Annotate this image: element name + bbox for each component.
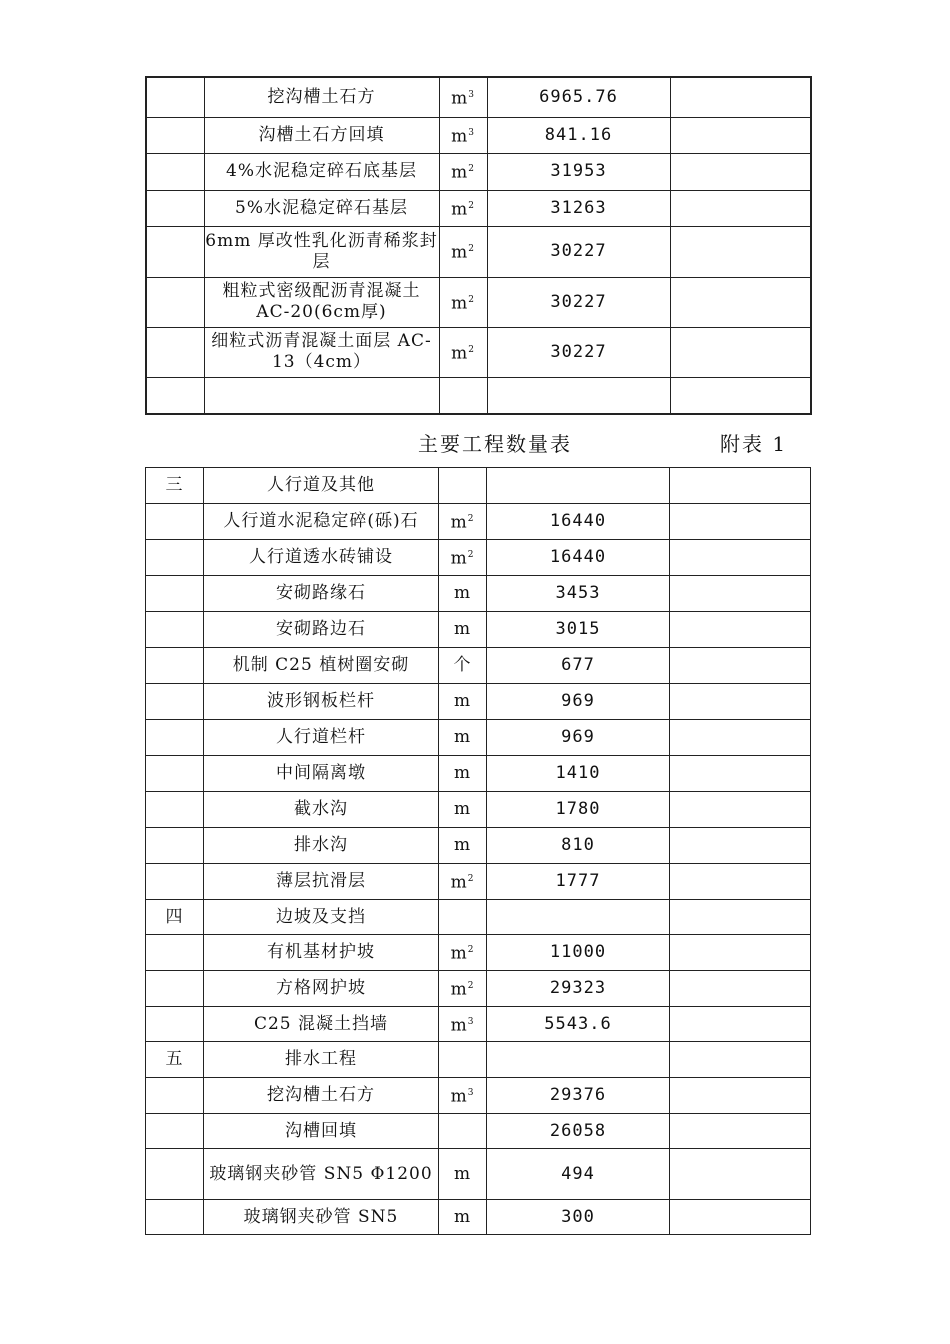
- remark-cell: [670, 1200, 811, 1235]
- remark-cell: [670, 226, 811, 277]
- unit-exponent: 2: [468, 294, 475, 305]
- quantity-table-continued: [145, 76, 812, 415]
- section-index-cell: [146, 327, 204, 377]
- unit-text: m: [451, 126, 469, 147]
- unit-cell: [439, 327, 487, 377]
- unit-text: m: [450, 943, 468, 964]
- remark-cell: [670, 468, 811, 504]
- unit-text: m: [453, 1206, 472, 1227]
- remark-cell: [670, 792, 811, 828]
- remark-cell: [670, 756, 811, 792]
- remark-cell: [670, 828, 811, 864]
- quantity-cell: 1777: [487, 864, 670, 900]
- table-row: [146, 648, 811, 684]
- unit-exponent: 2: [467, 550, 475, 561]
- table-row: [146, 190, 811, 226]
- section-index-cell: [146, 1078, 204, 1114]
- section-index-cell: [146, 1200, 204, 1235]
- section-index-cell: 三: [146, 468, 204, 504]
- table-row: [146, 1007, 811, 1042]
- quantity-cell: 841.16: [487, 117, 670, 153]
- remark-cell: [670, 117, 811, 153]
- unit-cell: [439, 612, 487, 648]
- table-row: [146, 77, 811, 117]
- unit-cell: [439, 684, 487, 720]
- section-index-cell: [146, 792, 204, 828]
- table-row: [146, 576, 811, 612]
- section-index-cell: [146, 720, 204, 756]
- table-row: [146, 720, 811, 756]
- unit-exponent: 3: [467, 1088, 475, 1099]
- unit-text: m: [450, 979, 468, 1000]
- unit-text: m: [451, 343, 469, 364]
- unit-cell: [439, 828, 487, 864]
- quantity-cell: 810: [487, 828, 670, 864]
- unit-cell: [439, 1200, 487, 1235]
- table-row: [146, 828, 811, 864]
- remark-cell: [670, 327, 811, 377]
- unit-exponent: 2: [468, 244, 475, 255]
- item-name-cell: 人行道栏杆: [204, 720, 439, 756]
- table-row: [146, 540, 811, 576]
- quantity-cell: 26058: [487, 1114, 670, 1149]
- unit-cell: [439, 226, 487, 277]
- item-name-cell: 5%水泥稳定碎石基层: [204, 190, 439, 226]
- item-name-cell: 中间隔离墩: [204, 756, 439, 792]
- table-row: [146, 117, 811, 153]
- section-index-cell: [146, 377, 204, 414]
- table2-body: [146, 468, 811, 1235]
- table-row: [146, 153, 811, 190]
- table-row: [146, 277, 811, 327]
- appendix-label: 附表 1: [720, 432, 788, 456]
- section-index-cell: [146, 648, 204, 684]
- section-index-cell: [146, 971, 204, 1007]
- table-row: [146, 1200, 811, 1235]
- item-name-cell: 排水沟: [204, 828, 439, 864]
- remark-cell: [670, 576, 811, 612]
- unit-text: m: [453, 691, 472, 711]
- unit-text: m: [450, 1015, 468, 1036]
- section-index-cell: [146, 576, 204, 612]
- section-index-cell: [146, 540, 204, 576]
- unit-exponent: 2: [467, 874, 475, 885]
- item-name-cell: 薄层抗滑层: [204, 864, 439, 900]
- quantity-cell: 6965.76: [487, 77, 670, 117]
- remark-cell: [670, 612, 811, 648]
- section-index-cell: [146, 504, 204, 540]
- unit-cell: [439, 756, 487, 792]
- item-name-cell: 沟槽回填: [204, 1114, 439, 1149]
- unit-cell: [439, 1149, 487, 1200]
- section-index-cell: [146, 153, 204, 190]
- unit-cell: [439, 1042, 487, 1078]
- quantity-cell: 1410: [487, 756, 670, 792]
- quantity-cell: 3015: [487, 612, 670, 648]
- quantity-cell: 31953: [487, 153, 670, 190]
- item-name-cell: 人行道及其他: [204, 468, 439, 504]
- quantity-table: [145, 467, 811, 1235]
- unit-text: m: [453, 763, 472, 783]
- unit-text: m: [451, 162, 469, 183]
- table-row: [146, 935, 811, 971]
- unit-cell: [439, 1114, 487, 1149]
- unit-cell: [439, 504, 487, 540]
- item-name-cell: 截水沟: [204, 792, 439, 828]
- quantity-cell: [487, 468, 670, 504]
- item-name-cell: 挖沟槽土石方: [204, 77, 439, 117]
- table-row: [146, 971, 811, 1007]
- remark-cell: [670, 153, 811, 190]
- quantity-cell: 494: [487, 1149, 670, 1200]
- item-name-cell: 安砌路缘石: [204, 576, 439, 612]
- section-index-cell: [146, 1149, 204, 1200]
- table-row: [146, 612, 811, 648]
- quantity-cell: [487, 377, 670, 414]
- section-index-cell: [146, 190, 204, 226]
- quantity-cell: 969: [487, 684, 670, 720]
- unit-cell: [439, 153, 487, 190]
- remark-cell: [670, 864, 811, 900]
- unit-cell: [439, 77, 487, 117]
- remark-cell: [670, 1114, 811, 1149]
- table-row: [146, 1114, 811, 1149]
- table-row: [146, 792, 811, 828]
- quantity-cell: [487, 900, 670, 935]
- remark-cell: [670, 277, 811, 327]
- section-index-cell: 四: [146, 900, 204, 935]
- unit-cell: [439, 1078, 487, 1114]
- item-name-cell: 4%水泥稳定碎石底基层: [204, 153, 439, 190]
- unit-exponent: 2: [467, 514, 475, 525]
- remark-cell: [670, 540, 811, 576]
- table-row: [146, 327, 811, 377]
- quantity-cell: 677: [487, 648, 670, 684]
- quantity-cell: 30227: [487, 277, 670, 327]
- item-name-cell: C25 混凝土挡墙: [204, 1007, 439, 1042]
- quantity-cell: 1780: [487, 792, 670, 828]
- section-index-cell: [146, 1007, 204, 1042]
- item-name-cell: 挖沟槽土石方: [204, 1078, 439, 1114]
- remark-cell: [670, 935, 811, 971]
- remark-cell: [670, 190, 811, 226]
- unit-cell: [439, 971, 487, 1007]
- unit-text: m: [450, 548, 468, 569]
- table-row: [146, 1149, 811, 1200]
- unit-cell: [439, 540, 487, 576]
- unit-exponent: 3: [467, 1016, 475, 1027]
- unit-exponent: 2: [468, 200, 475, 211]
- unit-text: m: [450, 872, 468, 893]
- unit-exponent: 2: [468, 164, 475, 175]
- quantity-cell: 16440: [487, 504, 670, 540]
- unit-text: m: [451, 293, 469, 314]
- remark-cell: [670, 1149, 811, 1200]
- item-name-cell: 人行道水泥稳定碎(砾)石: [204, 504, 439, 540]
- section-index-cell: [146, 756, 204, 792]
- remark-cell: [670, 1078, 811, 1114]
- remark-cell: [670, 77, 811, 117]
- quantity-cell: 31263: [487, 190, 670, 226]
- section-index-cell: [146, 684, 204, 720]
- unit-cell: [439, 377, 487, 414]
- unit-text: m: [450, 1086, 468, 1107]
- unit-exponent: 3: [468, 127, 475, 138]
- item-name-cell: 玻璃钢夹砂管 SN5 Φ1200: [204, 1149, 439, 1200]
- remark-cell: [670, 720, 811, 756]
- item-name-cell: [204, 377, 439, 414]
- unit-cell: [439, 277, 487, 327]
- unit-text: m: [450, 512, 468, 533]
- unit-cell: [439, 117, 487, 153]
- table-row: [146, 900, 811, 935]
- unit-cell: [439, 576, 487, 612]
- unit-cell: [439, 1007, 487, 1042]
- unit-cell: [439, 720, 487, 756]
- unit-cell: [439, 190, 487, 226]
- table1-body: [146, 77, 811, 414]
- table-row: [146, 684, 811, 720]
- table-row: [146, 1078, 811, 1114]
- quantity-cell: 30227: [487, 226, 670, 277]
- section-index-cell: [146, 1114, 204, 1149]
- item-name-cell: 6mm 厚改性乳化沥青稀浆封层: [204, 226, 439, 277]
- item-name-cell: 人行道透水砖铺设: [204, 540, 439, 576]
- section-index-cell: [146, 226, 204, 277]
- unit-cell: [439, 648, 487, 684]
- table-row: [146, 1042, 811, 1078]
- item-name-cell: 方格网护坡: [204, 971, 439, 1007]
- section-index-cell: [146, 117, 204, 153]
- unit-text: m: [453, 799, 472, 819]
- table-row: [146, 377, 811, 414]
- unit-text: m: [453, 1163, 472, 1184]
- unit-exponent: 3: [468, 89, 475, 100]
- unit-text: m: [453, 583, 472, 603]
- table-caption: 主要工程数量表: [418, 432, 572, 456]
- unit-cell: [439, 900, 487, 935]
- quantity-cell: 300: [487, 1200, 670, 1235]
- unit-text: m: [451, 242, 469, 263]
- table-row: [146, 504, 811, 540]
- section-index-cell: [146, 612, 204, 648]
- remark-cell: [670, 648, 811, 684]
- remark-cell: [670, 684, 811, 720]
- unit-text: m: [451, 199, 469, 220]
- remark-cell: [670, 971, 811, 1007]
- item-name-cell: 沟槽土石方回填: [204, 117, 439, 153]
- section-index-cell: [146, 277, 204, 327]
- item-name-cell: 有机基材护坡: [204, 935, 439, 971]
- unit-cell: [439, 935, 487, 971]
- unit-text: m: [451, 88, 469, 109]
- quantity-cell: 29323: [487, 971, 670, 1007]
- unit-cell: [439, 864, 487, 900]
- remark-cell: [670, 900, 811, 935]
- unit-exponent: 2: [468, 344, 475, 355]
- table-row: [146, 864, 811, 900]
- unit-exponent: 2: [467, 945, 475, 956]
- item-name-cell: 边坡及支挡: [204, 900, 439, 935]
- unit-exponent: 2: [467, 981, 475, 992]
- unit-text: m: [453, 835, 472, 855]
- unit-text: 个: [453, 655, 472, 675]
- item-name-cell: 安砌路边石: [204, 612, 439, 648]
- quantity-cell: 11000: [487, 935, 670, 971]
- section-index-cell: [146, 828, 204, 864]
- remark-cell: [670, 504, 811, 540]
- item-name-cell: 玻璃钢夹砂管 SN5: [204, 1200, 439, 1235]
- quantity-cell: 3453: [487, 576, 670, 612]
- unit-text: m: [453, 727, 472, 747]
- item-name-cell: 粗粒式密级配沥青混凝土 AC-20(6cm厚): [204, 277, 439, 327]
- quantity-cell: 5543.6: [487, 1007, 670, 1042]
- item-name-cell: 波形钢板栏杆: [204, 684, 439, 720]
- quantity-cell: 29376: [487, 1078, 670, 1114]
- remark-cell: [670, 1042, 811, 1078]
- item-name-cell: 细粒式沥青混凝土面层 AC-13（4cm）: [204, 327, 439, 377]
- remark-cell: [670, 1007, 811, 1042]
- item-name-cell: 排水工程: [204, 1042, 439, 1078]
- section-index-cell: 五: [146, 1042, 204, 1078]
- section-index-cell: [146, 864, 204, 900]
- section-index-cell: [146, 935, 204, 971]
- remark-cell: [670, 377, 811, 414]
- quantity-cell: 16440: [487, 540, 670, 576]
- quantity-cell: 969: [487, 720, 670, 756]
- item-name-cell: 机制 C25 植树圈安砌: [204, 648, 439, 684]
- quantity-cell: 30227: [487, 327, 670, 377]
- section-index-cell: [146, 77, 204, 117]
- quantity-cell: [487, 1042, 670, 1078]
- table-row: [146, 756, 811, 792]
- unit-cell: [439, 468, 487, 504]
- table-row: [146, 226, 811, 277]
- unit-text: m: [453, 619, 472, 639]
- table-row: [146, 468, 811, 504]
- unit-cell: [439, 792, 487, 828]
